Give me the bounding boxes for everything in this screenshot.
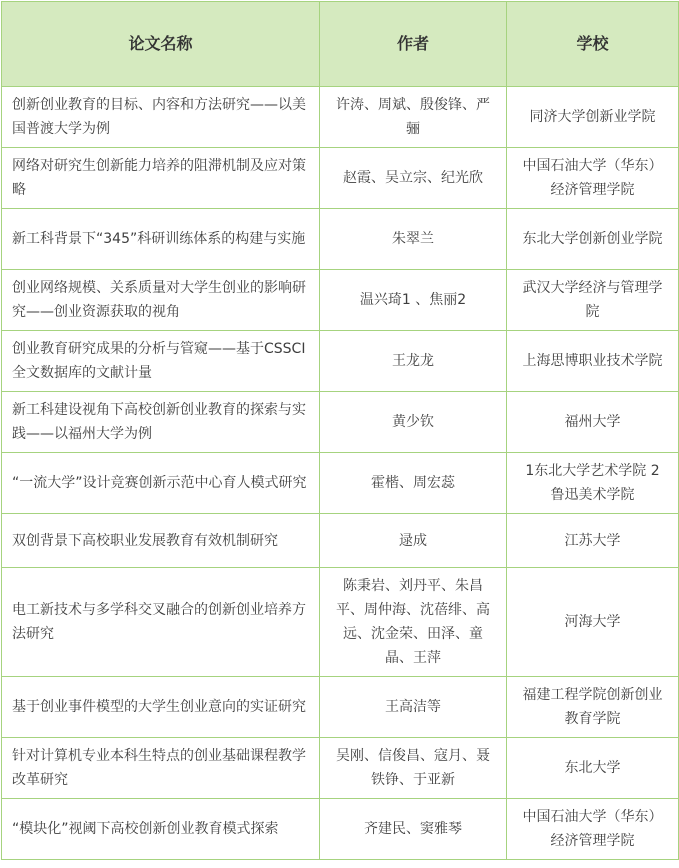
paper-title-cell: 双创背景下高校职业发展教育有效机制研究 <box>2 514 320 568</box>
author-cell: 吴刚、信俊昌、寇月、聂铁铮、于亚新 <box>320 738 507 799</box>
author-cell: 赵霞、吴立宗、纪光欣 <box>320 148 507 209</box>
paper-title-cell: 基于创业事件模型的大学生创业意向的实证研究 <box>2 677 320 738</box>
school-cell: 江苏大学 <box>507 514 679 568</box>
paper-title-cell: 创业教育研究成果的分析与管窥——基于CSSCI全文数据库的文献计量 <box>2 331 320 392</box>
table-row <box>2 514 679 568</box>
school-cell: 东北大学创新创业学院 <box>507 209 679 270</box>
table-row <box>2 270 679 331</box>
paper-title-cell: “模块化”视阈下高校创新创业教育模式探索 <box>2 799 320 860</box>
school-cell: 中国石油大学（华东）经济管理学院 <box>507 148 679 209</box>
paper-title-cell: 针对计算机专业本科生特点的创业基础课程教学改革研究 <box>2 738 320 799</box>
paper-title-cell: 电工新技术与多学科交叉融合的创新创业培养方法研究 <box>2 568 320 677</box>
school-cell: 福州大学 <box>507 392 679 453</box>
table-row <box>2 738 679 799</box>
author-cell: 王高洁等 <box>320 677 507 738</box>
author-cell: 陈秉岩、刘丹平、朱昌平、周仲海、沈蓓绯、高远、沈金荣、田泽、童晶、王萍 <box>320 568 507 677</box>
table-row <box>2 799 679 860</box>
papers-table <box>1 1 679 860</box>
paper-title-cell: 创业网络规模、关系质量对大学生创业的影响研究——创业资源获取的视角 <box>2 270 320 331</box>
paper-title-cell: 网络对研究生创新能力培养的阻滞机制及应对策略 <box>2 148 320 209</box>
paper-title-cell: 新工科建设视角下高校创新创业教育的探索与实践——以福州大学为例 <box>2 392 320 453</box>
table-row <box>2 331 679 392</box>
author-cell: 许涛、周斌、殷俊锋、严骊 <box>320 87 507 148</box>
school-cell: 同济大学创新业学院 <box>507 87 679 148</box>
school-cell: 福建工程学院创新创业教育学院 <box>507 677 679 738</box>
paper-title-cell: “一流大学”设计竞赛创新示范中心育人模式研究 <box>2 453 320 514</box>
header-school: 学校 <box>507 2 679 87</box>
author-cell: 王龙龙 <box>320 331 507 392</box>
school-cell: 武汉大学经济与管理学院 <box>507 270 679 331</box>
paper-title-cell: 新工科背景下“345”科研训练体系的构建与实施 <box>2 209 320 270</box>
table-row <box>2 677 679 738</box>
author-cell: 逯成 <box>320 514 507 568</box>
author-cell: 温兴琦1 、焦丽2 <box>320 270 507 331</box>
author-cell: 黄少钦 <box>320 392 507 453</box>
school-cell: 上海思博职业技术学院 <box>507 331 679 392</box>
author-cell: 齐建民、窦雅琴 <box>320 799 507 860</box>
table-row <box>2 148 679 209</box>
school-cell: 中国石油大学（华东）经济管理学院 <box>507 799 679 860</box>
table-row <box>2 87 679 148</box>
header-author: 作者 <box>320 2 507 87</box>
paper-title-cell: 创新创业教育的目标、内容和方法研究——以美国普渡大学为例 <box>2 87 320 148</box>
table-row <box>2 453 679 514</box>
school-cell: 1东北大学艺术学院 2鲁迅美术学院 <box>507 453 679 514</box>
author-cell: 霍楷、周宏蕊 <box>320 453 507 514</box>
table-row <box>2 209 679 270</box>
header-paper-title: 论文名称 <box>2 2 320 87</box>
table-row <box>2 392 679 453</box>
author-cell: 朱翠兰 <box>320 209 507 270</box>
school-cell: 河海大学 <box>507 568 679 677</box>
table-row <box>2 568 679 677</box>
header-row <box>2 2 679 87</box>
school-cell: 东北大学 <box>507 738 679 799</box>
